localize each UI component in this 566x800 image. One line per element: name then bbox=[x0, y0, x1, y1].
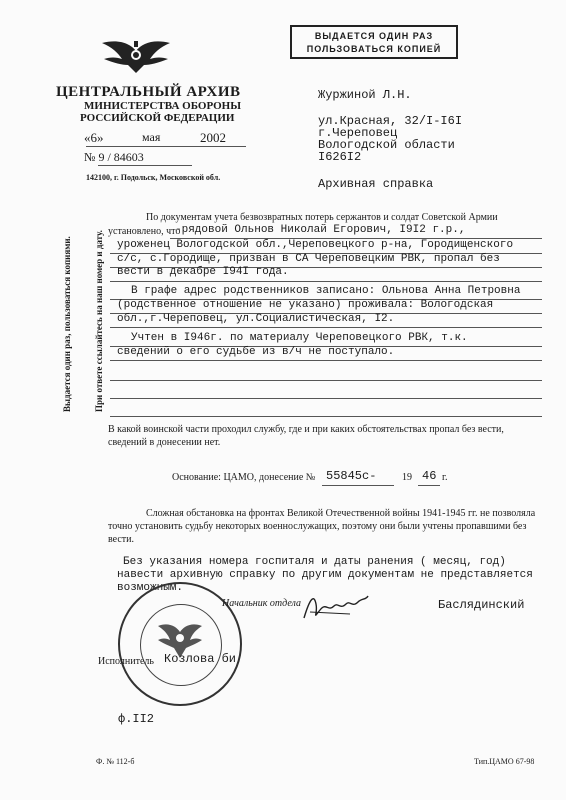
typed-line-4: вести в декабре I94I года. bbox=[117, 266, 289, 278]
date-day-value: 6 bbox=[90, 130, 97, 145]
form-code: ф.II2 bbox=[118, 712, 155, 726]
basis-year: 46 bbox=[422, 469, 437, 483]
recipient-region: Вологодской области bbox=[318, 138, 455, 152]
one-time-issue-stamp bbox=[290, 25, 458, 59]
basis-report-number: 55845с- bbox=[326, 469, 377, 483]
note-line-2: точно установить судьбу некоторых военнослужащих, поэтому они были учтены пропавшими без bbox=[108, 521, 527, 532]
recipient-city: г.Череповец bbox=[318, 126, 398, 140]
note-line-3: вести. bbox=[108, 534, 135, 545]
org-title: ЦЕНТРАЛЬНЫЙ АРХИВ bbox=[56, 84, 241, 100]
basis-year-prefix: 19 bbox=[402, 472, 412, 483]
footer-print-code: Тип.ЦАМО 67-98 bbox=[474, 757, 535, 766]
typed-note-line-1: Без указания номера госпиталя и даты ранения ( месяц, год) bbox=[123, 556, 506, 568]
double-headed-eagle-emblem bbox=[100, 37, 172, 77]
document-title: Архивная справка bbox=[318, 177, 434, 191]
typed-line-2: уроженец Вологодской обл.,Череповецкого р-на, Городищенского bbox=[117, 239, 514, 251]
unit-info-line-1: В какой воинской части проходил службу, где и при каких обстоятельствах пропал без вести, bbox=[108, 424, 504, 435]
signer-name: Баслядинский bbox=[438, 598, 525, 612]
date-day: «6» bbox=[84, 130, 104, 145]
recipient-street: ул.Красная, 32/I-I6I bbox=[318, 114, 463, 128]
typed-line-3: с/с, с.Городище, призван в СА Череповецким РВК, пропал без bbox=[117, 253, 500, 265]
typed-note-line-2: навести архивную справку по другим документам не представляется bbox=[117, 569, 533, 581]
typed-line-9: сведений о его судьбе из в/ч не поступало. bbox=[117, 346, 395, 358]
typed-line-7: обл.,г.Череповец, ул.Социалистическая, I2. bbox=[117, 313, 395, 325]
org-subtitle-1: МИНИСТЕРСТВА ОБОРОНЫ bbox=[84, 100, 242, 112]
typed-line-5: В графе адрес родственников записано: Ольнова Анна Петровна bbox=[131, 285, 521, 297]
basis-label: Основание: ЦАМО, донесение № bbox=[172, 472, 316, 483]
signatory-role: Начальник отдела bbox=[222, 598, 301, 609]
typed-line-1: -рядовой Ольнов Николай Егорович, I9I2 г.р., bbox=[175, 224, 466, 236]
org-subtitle-2: РОССИЙСКОЙ ФЕДЕРАЦИИ bbox=[80, 112, 235, 124]
intro-line-1: По документам учета безвозвратных потерь сержантов и солдат Советской Армии bbox=[146, 212, 498, 223]
unit-info-line-2: сведений в донесении нет. bbox=[108, 437, 221, 448]
executor-label: Исполнитель bbox=[98, 656, 154, 667]
intro-line-2: установлено, что bbox=[108, 226, 181, 237]
outgoing-number: № 9 / 84603 bbox=[84, 150, 144, 164]
recipient-name: Журжиной Л.Н. bbox=[318, 88, 412, 102]
note-line-1: Сложная обстановка на фронтах Великой Отечественной войны 1941-1945 гг. не позволяла bbox=[146, 508, 536, 519]
typed-line-6: (родственное отношение не указано) проживала: Вологодская bbox=[117, 299, 494, 311]
stamp-line-2: ПОЛЬЗОВАТЬСЯ КОПИЕЙ bbox=[306, 44, 442, 54]
date-year: 2002 bbox=[200, 130, 226, 145]
footer-form-number: Ф. № 112-б bbox=[96, 757, 135, 766]
executor-name: Козлова би bbox=[164, 652, 237, 666]
date-month: мая bbox=[142, 130, 161, 144]
margin-note-copies: Выдается один раз, пользоваться копиями. bbox=[62, 236, 72, 412]
recipient-postcode: I626I2 bbox=[318, 150, 362, 164]
archive-address: 142100, г. Подольск, Московской обл. bbox=[86, 173, 221, 182]
typed-note-line-3: возможным. bbox=[117, 582, 184, 594]
margin-note-reference: При ответе ссылайтесь на наш номер и дату. bbox=[94, 230, 104, 412]
typed-line-8: Учтен в I946г. по материалу Череповецкого РВК, т.к. bbox=[131, 332, 468, 344]
handwritten-signature bbox=[300, 588, 370, 626]
basis-year-suffix: г. bbox=[442, 472, 448, 483]
stamp-line-1: ВЫДАЕТСЯ ОДИН РАЗ bbox=[314, 31, 434, 41]
